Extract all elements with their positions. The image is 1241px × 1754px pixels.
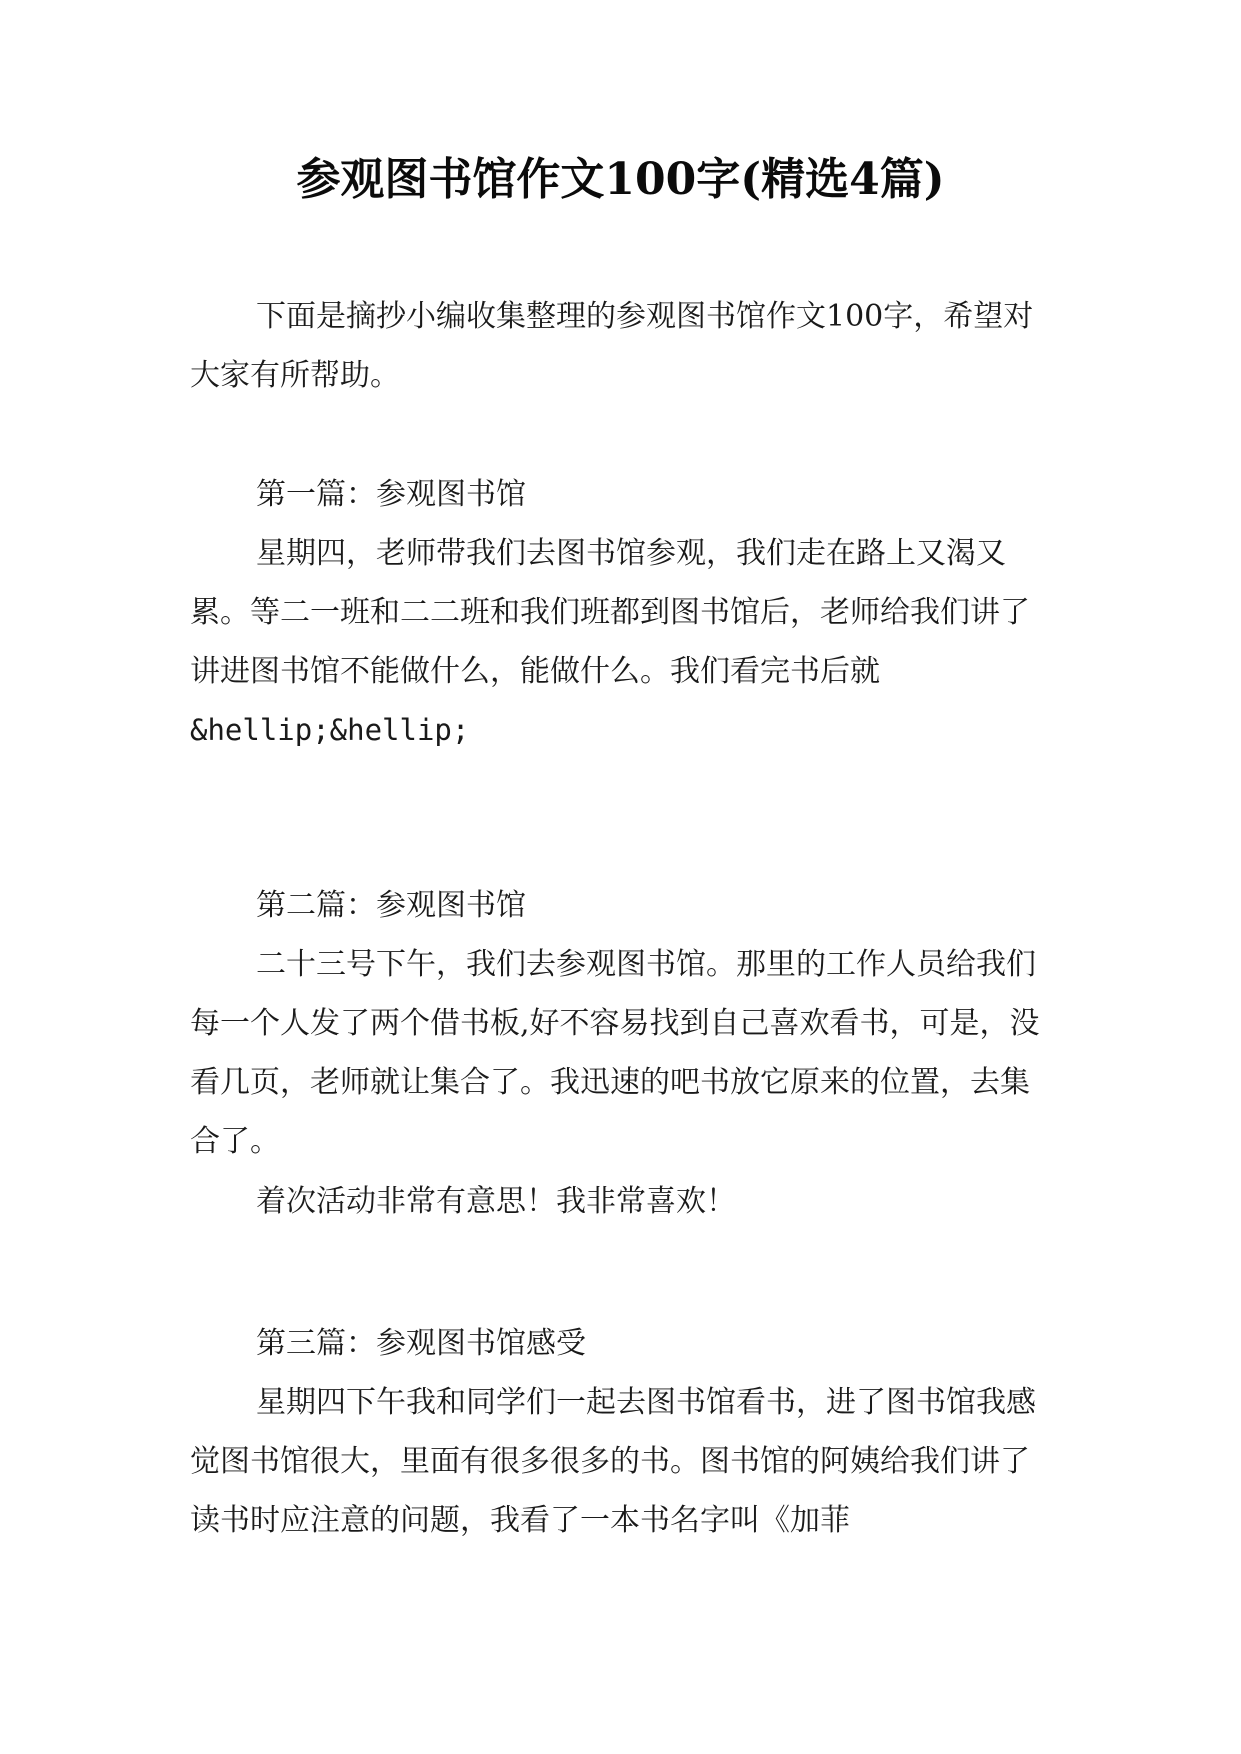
section-3-heading: 第三篇：参观图书馆感受	[256, 1326, 586, 1361]
section-1-ellipsis: &hellip;&hellip;	[190, 713, 470, 747]
section-2-body: 二十三号下午，我们去参观图书馆。那里的工作人员给我们每一个人发了两个借书板,好不容易找到自己喜欢看书，可是，没看几页，老师就让集合了。我迅速的吧书放它原来的位置，去集合了。	[190, 947, 1040, 1159]
page-title: 参观图书馆作文100字(精选4篇)	[296, 154, 945, 205]
section-2-heading: 第二篇：参观图书馆	[256, 888, 526, 923]
section-1-body: 星期四，老师带我们去图书馆参观，我们走在路上又渴又累。等二一班和二二班和我们班都到图书馆后，老师给我们讲了讲进图书馆不能做什么，能做什么。我们看完书后就	[190, 536, 1030, 689]
section-1-heading: 第一篇：参观图书馆	[256, 477, 526, 512]
section-2-closing: 着次活动非常有意思！我非常喜欢！	[256, 1184, 736, 1219]
intro-paragraph: 下面是摘抄小编收集整理的参观图书馆作文100字，希望对大家有所帮助。	[190, 299, 1034, 393]
section-3-body: 星期四下午我和同学们一起去图书馆看书，进了图书馆我感觉图书馆很大，里面有很多很多的书。图书馆的阿姨给我们讲了读书时应注意的问题，我看了一本书名字叫《加菲	[190, 1385, 1036, 1538]
